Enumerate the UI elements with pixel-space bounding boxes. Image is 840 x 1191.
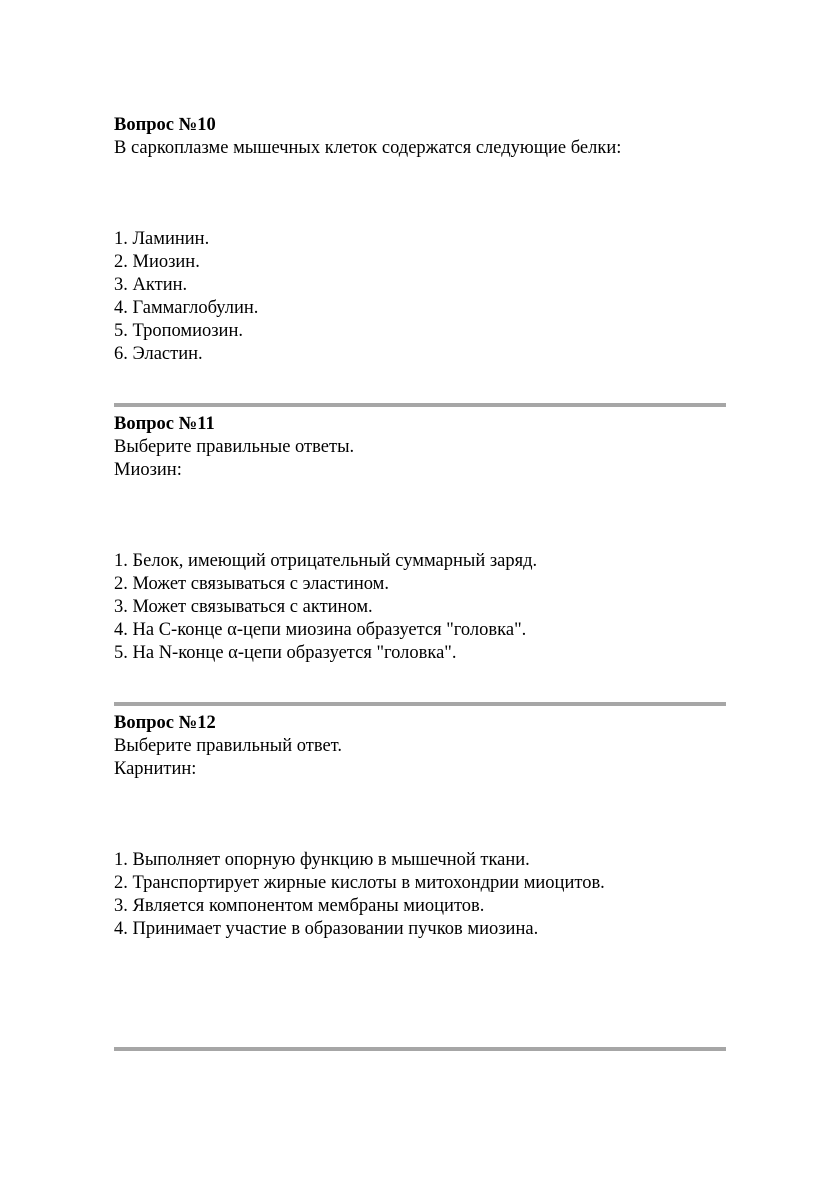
answer-option: 6. Эластин. — [114, 344, 203, 364]
answer-option: 1. Выполняет опорную функцию в мышечной ткани. — [114, 850, 530, 870]
answer-option: 4. Гаммаглобулин. — [114, 298, 259, 318]
answer-option: 4. Принимает участие в образовании пучков миозина. — [114, 919, 539, 939]
section-divider — [114, 702, 726, 706]
question-subject: Миозин: — [114, 460, 182, 480]
question-10-options — [114, 228, 726, 366]
question-prompt: В саркоплазме мышечных клеток содержатся следующие белки: — [114, 138, 622, 158]
question-12-options — [114, 849, 726, 941]
answer-option: 5. Тропомиозин. — [114, 321, 243, 341]
question-subject: Карнитин: — [114, 759, 197, 779]
answer-option: 3. Может связываться с актином. — [114, 597, 373, 617]
answer-option: 1. Ламинин. — [114, 229, 210, 249]
question-title: Вопрос №10 — [114, 115, 216, 135]
answer-option: 1. Белок, имеющий отрицательный суммарный заряд. — [114, 551, 538, 571]
question-title: Вопрос №12 — [114, 713, 216, 733]
section-divider — [114, 1047, 726, 1051]
question-11-header — [114, 413, 726, 482]
question-11-options — [114, 550, 726, 665]
answer-option: 2. Миозин. — [114, 252, 200, 272]
answer-option: 3. Актин. — [114, 275, 188, 295]
question-10-header — [114, 114, 726, 160]
question-title: Вопрос №11 — [114, 414, 215, 434]
question-12-header — [114, 712, 726, 781]
section-divider — [114, 403, 726, 407]
answer-option: 3. Является компонентом мембраны миоцитов. — [114, 896, 485, 916]
answer-option: 5. На N-конце α-цепи образуется "головка". — [114, 643, 457, 663]
answer-option: 2. Может связываться с эластином. — [114, 574, 389, 594]
question-prompt: Выберите правильные ответы. — [114, 437, 355, 457]
answer-option: 4. На С-конце α-цепи миозина образуется "головка". — [114, 620, 527, 640]
answer-option: 2. Транспортирует жирные кислоты в митохондрии миоцитов. — [114, 873, 605, 893]
question-prompt: Выберите правильный ответ. — [114, 736, 342, 756]
